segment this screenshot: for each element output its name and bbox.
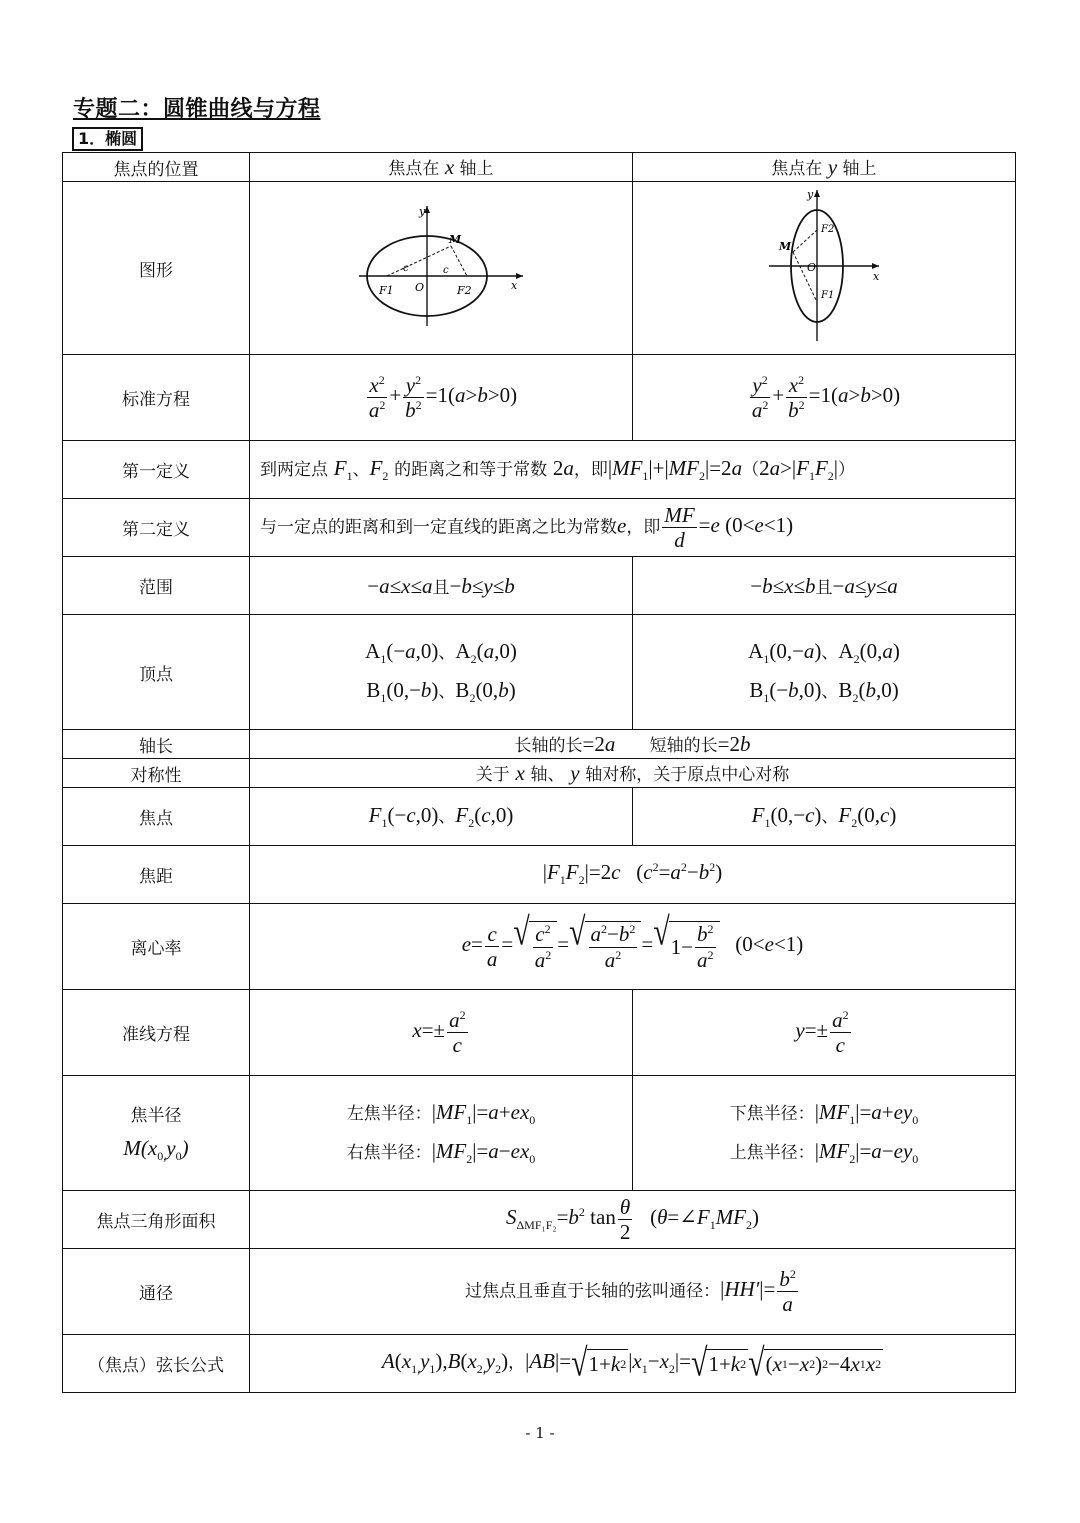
header-x-axis: 焦点在 x 轴上	[250, 153, 633, 182]
directrix-y: y=± $\frac{a^2}{c}$	[633, 990, 1016, 1076]
svg-text:x: x	[511, 278, 518, 292]
label-def2: 第二定义	[63, 499, 250, 557]
label-directrix: 准线方程	[63, 990, 250, 1076]
axis-content: 长轴的长=2a 短轴的长=2b	[250, 730, 1016, 759]
symmetry-content: 关于 x 轴、 y 轴对称，关于原点中心对称	[250, 759, 1016, 788]
header-position: 焦点的位置	[63, 153, 250, 182]
latus-content: 过焦点且垂直于长轴的弦叫通径：|HH′|= $\frac{b^2}{a}$	[250, 1249, 1016, 1335]
foci-y: $F_1(0,-c)$、$F_2(0,c)$	[633, 788, 1016, 846]
symmetry-row	[63, 759, 1016, 788]
focal-radius-x: 左焦半径：$|MF_1|=a+ex_0$ 右焦半径：$|MF_2|=a-ex_0$	[250, 1076, 633, 1191]
header-y-axis: 焦点在 y 轴上	[633, 153, 1016, 182]
svg-text:c: c	[403, 262, 409, 274]
svg-text:F1: F1	[821, 289, 835, 301]
label-focal-dist: 焦距	[63, 846, 250, 904]
section-title: 1．椭圆	[72, 127, 143, 151]
vertices-row	[63, 615, 1016, 730]
horizontal-ellipse-figure	[351, 201, 531, 331]
vertices-y: $A_1(0,-a)$、$A_2(0,a)$ $B_1(-b,0)$、$B_2(b,0)$	[633, 615, 1016, 730]
svg-text:O: O	[415, 280, 425, 294]
page-number: - 1 -	[525, 1424, 555, 1442]
page-title: 专题二：圆锥曲线与方程	[73, 97, 321, 122]
std-eq-row	[63, 355, 1016, 441]
chord-content: $A(x_{1,}y_1),B(x_{2,}y_2)$，|AB|= √ 1+ k 2 $|x_1-x_2|=$ √ 1+ k 2 √ ( x 1 − x 2 ) 2 −4 x 1 x 2	[250, 1335, 1016, 1393]
label-axis-len: 轴长	[63, 730, 250, 759]
svg-text:c: c	[443, 264, 449, 276]
svg-text:y: y	[419, 204, 426, 218]
focal-radius-row	[63, 1076, 1016, 1191]
graph-vertical-ellipse	[633, 182, 1016, 355]
directrix-row	[63, 990, 1016, 1076]
label-focal-radius: 焦半径 $M(x_{0,}y_0)$	[63, 1076, 250, 1191]
vertical-ellipse-figure	[759, 186, 889, 346]
vertices-x: $A_1(-a,0)$、$A_2(a,0)$ $B_1(0,-b)$、$B_2(0,b)$	[250, 615, 633, 730]
def1-row	[63, 441, 1016, 499]
svg-text:M: M	[449, 232, 462, 246]
label-eccentricity: 离心率	[63, 904, 250, 990]
triangle-area-content: $S_{\Delta MF_1F_2}=b^2$ tan $\frac{\theta}{2}$ $(\theta=\angle F_1MF_2)$	[250, 1191, 1016, 1249]
focal-dist-content: $|F_1F_2|=2c$ $(c^2=a^2-b^2)$	[250, 846, 1016, 904]
ellipse-table	[62, 152, 1016, 1393]
svg-text:x: x	[873, 269, 880, 283]
range-row	[63, 557, 1016, 615]
focal-radius-y: 下焦半径：$|MF_1|=a+ey_0$ 上焦半径：$|MF_2|=a-ey_0$	[633, 1076, 1016, 1191]
graph-horizontal-ellipse	[250, 182, 633, 355]
svg-text:F2: F2	[821, 223, 835, 235]
range-x: −a≤x≤a且−b≤y≤b	[250, 557, 633, 615]
svg-text:F2: F2	[457, 283, 472, 297]
svg-text:F1: F1	[379, 283, 394, 297]
label-foci: 焦点	[63, 788, 250, 846]
axis-row	[63, 730, 1016, 759]
label-latus: 通径	[63, 1249, 250, 1335]
focal-dist-row	[63, 846, 1016, 904]
std-eq-y: $\frac{y^2}{a^2}$ + $\frac{x^2}{b^2}$ =1(a>b>0)	[633, 355, 1016, 441]
header-row	[63, 153, 1016, 182]
label-std-eq: 标准方程	[63, 355, 250, 441]
std-eq-x: $\frac{x^2}{a^2}$ + $\frac{y^2}{b^2}$ =1(a>b>0)	[250, 355, 633, 441]
graph-row	[63, 182, 1016, 355]
chord-row	[63, 1335, 1016, 1393]
label-def1: 第一定义	[63, 441, 250, 499]
svg-text:O: O	[807, 260, 817, 274]
svg-text:y: y	[807, 187, 814, 201]
label-triangle-area: 焦点三角形面积	[63, 1191, 250, 1249]
def2-row	[63, 499, 1016, 557]
label-symmetry: 对称性	[63, 759, 250, 788]
foci-x: $F_1(-c,0)$、$F_2(c,0)$	[250, 788, 633, 846]
label-range: 范围	[63, 557, 250, 615]
def1-content: 到两定点 $F_1$、$F_2$ 的距离之和等于常数 2a，即$|MF_1|+|MF_2|=2a(2a>|F_1F_2|)$	[250, 441, 1016, 499]
label-graph: 图形	[63, 182, 250, 355]
svg-text:M: M	[779, 239, 792, 253]
label-vertices: 顶点	[63, 615, 250, 730]
eccentricity-row	[63, 904, 1016, 990]
latus-row	[63, 1249, 1016, 1335]
foci-row	[63, 788, 1016, 846]
def2-content: 与一定点的距离和到一定直线的距离之比为常数e，即 $\frac{MF}{d}$ =e (0<e<1)	[250, 499, 1016, 557]
directrix-x: x=± $\frac{a^2}{c}$	[250, 990, 633, 1076]
range-y: −b≤x≤b且−a≤y≤a	[633, 557, 1016, 615]
eccentricity-content: e= $\frac{c}{a}$ = √ $\frac{c^2}{a^2}$ = √ $\frac{a^2-b^2}{a^2}$ = √ 1− $\frac{b^2}{a^2}$ (0<e<1)	[250, 904, 1016, 990]
label-chord: （焦点）弦长公式	[63, 1335, 250, 1393]
triangle-area-row	[63, 1191, 1016, 1249]
